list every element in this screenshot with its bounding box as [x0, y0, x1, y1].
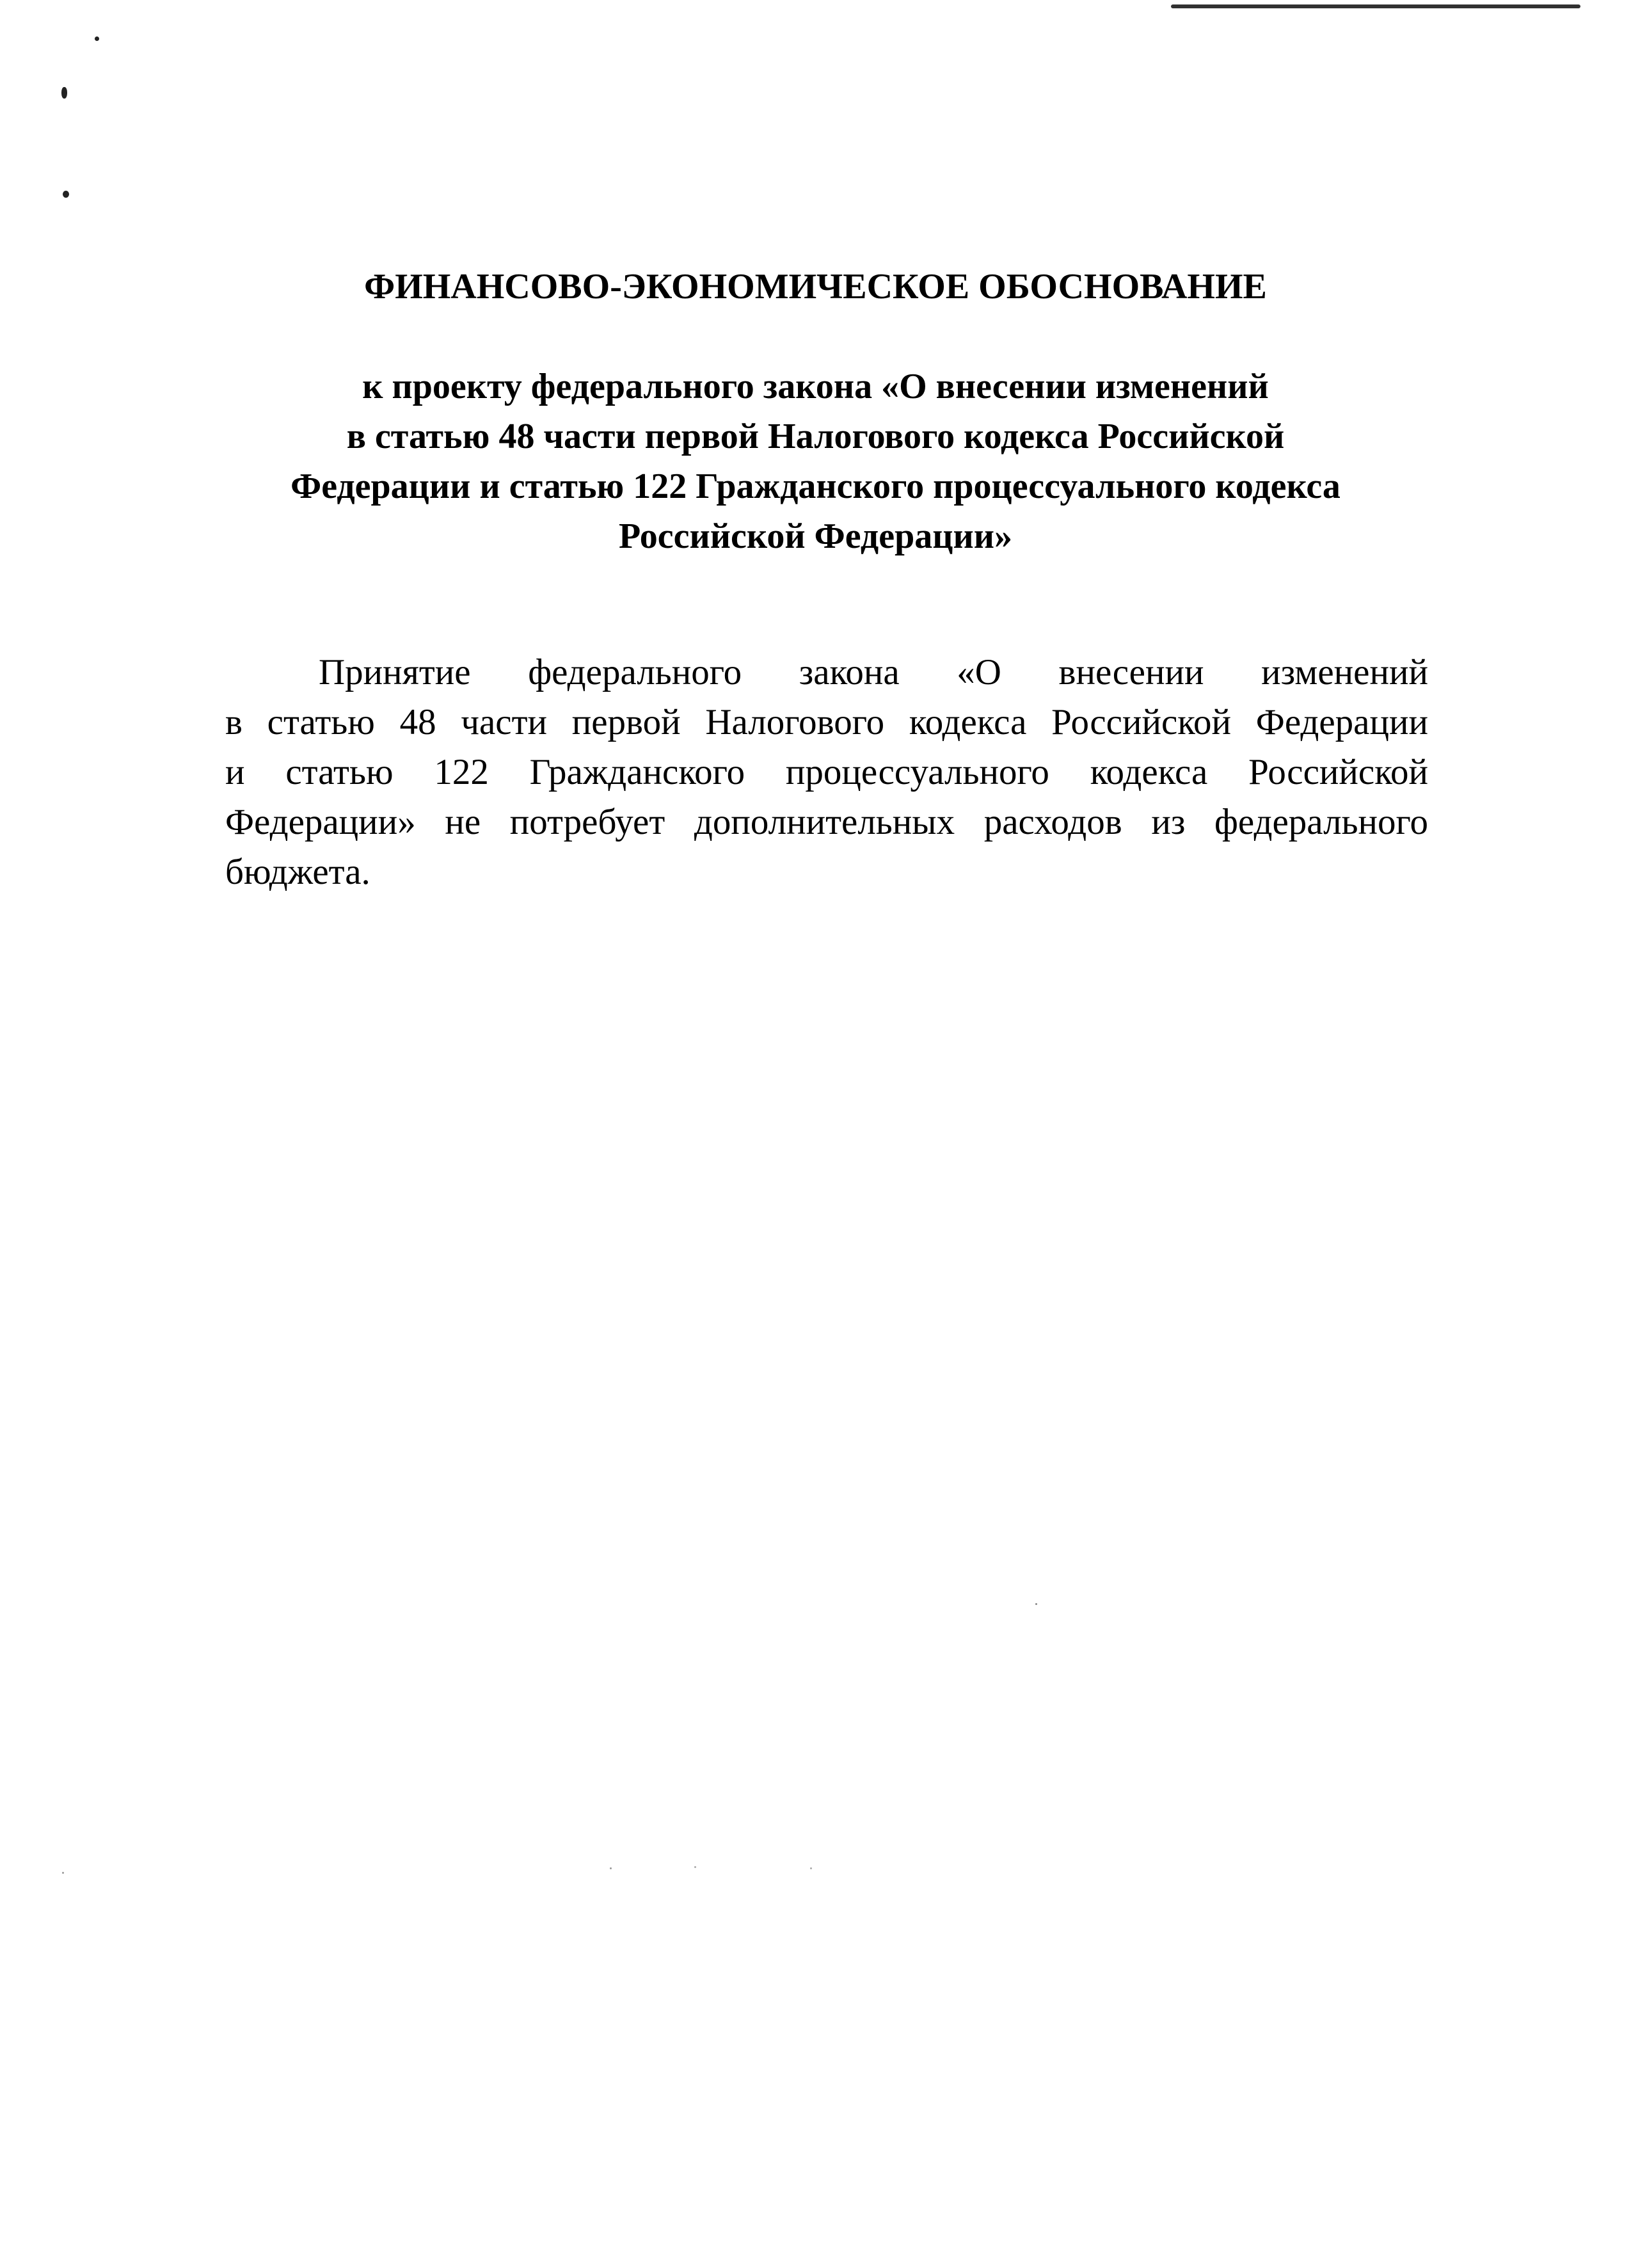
body-paragraph	[225, 648, 1428, 897]
body-line: Принятие федерального закона «О внесении изменений	[319, 652, 1428, 692]
document-title: ФИНАНСОВО-ЭКОНОМИЧЕСКОЕ ОБОСНОВАНИЕ	[364, 267, 1267, 307]
scan-speck	[95, 36, 99, 41]
subtitle-line: Федерации и статью 122 Гражданского процессуального кодекса	[290, 467, 1341, 506]
subtitle-line: в статью 48 части первой Налогового кодекса Российской	[346, 417, 1285, 456]
scan-speck	[610, 1867, 612, 1869]
subtitle-line: к проекту федерального закона «О внесении изменений	[362, 367, 1269, 406]
body-line: бюджета.	[225, 852, 370, 892]
scan-speck	[62, 1872, 64, 1874]
scan-speck	[63, 191, 69, 198]
scan-speck	[810, 1867, 812, 1869]
scan-artifact-line	[1171, 4, 1580, 8]
body-line: и статью 122 Гражданского процессуального кодекса Российской	[225, 752, 1428, 792]
scan-speck	[1035, 1603, 1037, 1605]
body-line: Федерации» не потребует дополнительных расходов из федерального	[225, 802, 1428, 842]
document-subtitle	[0, 362, 1631, 561]
body-line: в статью 48 части первой Налогового кодекса Российской Федерации	[225, 702, 1428, 742]
scan-speck	[61, 87, 67, 99]
subtitle-line: Российской Федерации»	[618, 516, 1013, 556]
scan-speck	[694, 1866, 696, 1868]
